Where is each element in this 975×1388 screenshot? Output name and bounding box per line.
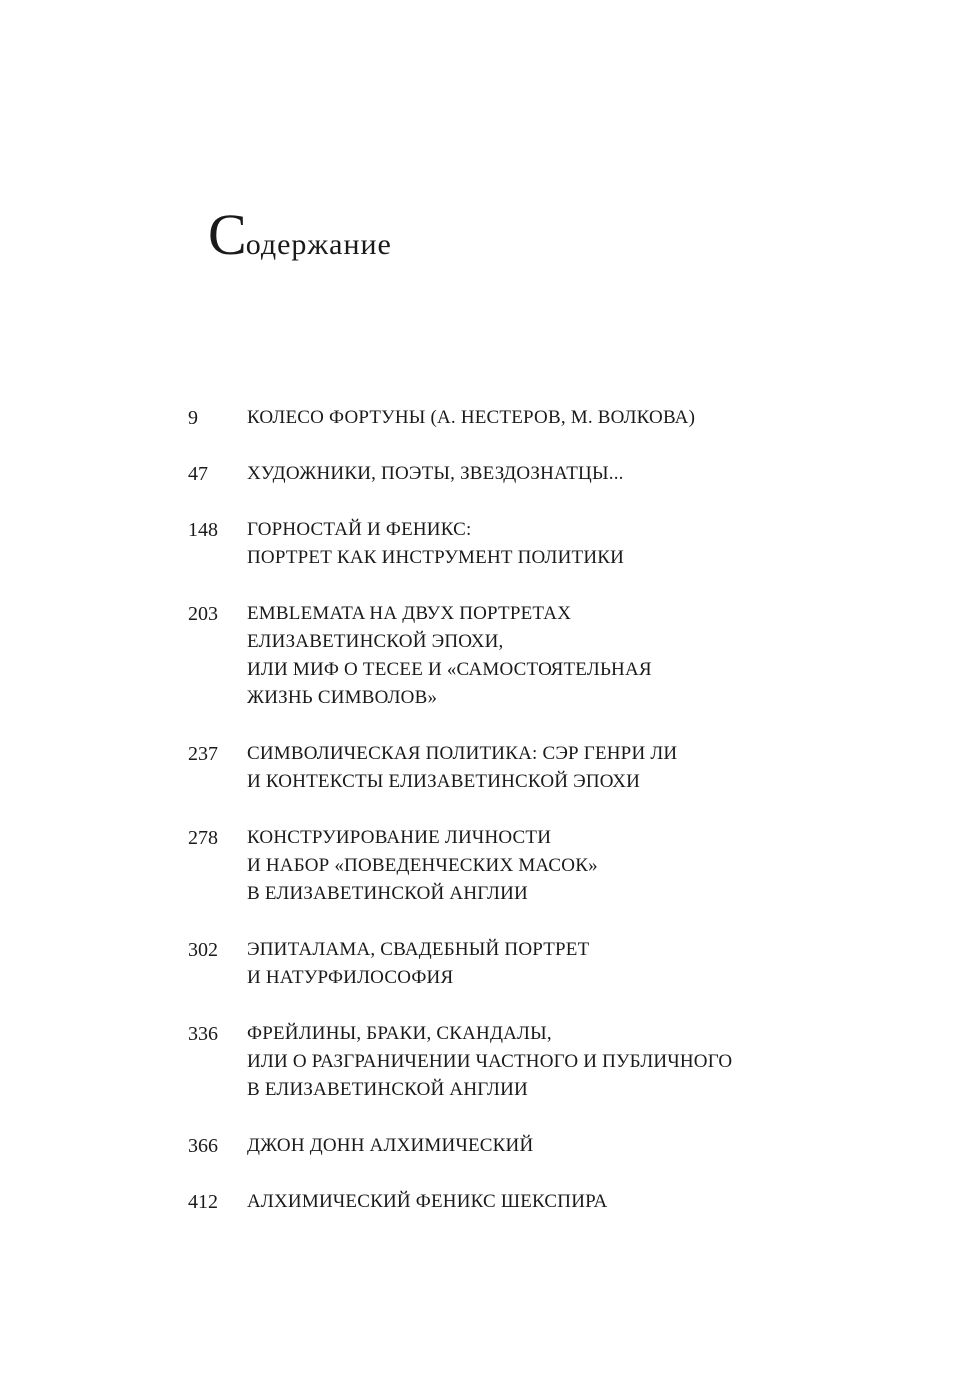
toc-entry-title: АЛХИМИЧЕСКИЙ ФЕНИКС ШЕКСПИРА xyxy=(247,1191,608,1212)
toc-entry-title: КОНСТРУИРОВАНИЕ ЛИЧНОСТИ xyxy=(247,827,552,848)
toc-entry-title: В ЕЛИЗАВЕТИНСКОЙ АНГЛИИ xyxy=(247,883,528,904)
toc-page-number: 302 xyxy=(188,939,218,961)
toc-page-number: 9 xyxy=(188,407,198,429)
toc-page-number: 278 xyxy=(188,827,218,849)
toc-entry-title: В ЕЛИЗАВЕТИНСКОЙ АНГЛИИ xyxy=(247,1079,528,1100)
toc-entry[interactable] xyxy=(188,1020,788,1104)
toc-entry-title: И НАТУРФИЛОСОФИЯ xyxy=(247,967,454,988)
toc-entry[interactable] xyxy=(188,404,788,432)
toc-page-number: 203 xyxy=(188,603,218,625)
toc-entry-title: ГОРНОСТАЙ И ФЕНИКС: xyxy=(247,519,472,540)
toc-entry-title: И КОНТЕКСТЫ ЕЛИЗАВЕТИНСКОЙ ЭПОХИ xyxy=(247,771,641,792)
toc-page-number: 366 xyxy=(188,1135,218,1157)
toc-entry-title: ДЖОН ДОНН АЛХИМИЧЕСКИЙ xyxy=(247,1135,534,1156)
toc-entry[interactable] xyxy=(188,824,788,908)
toc-entry-title: ПОРТРЕТ КАК ИНСТРУМЕНТ ПОЛИТИКИ xyxy=(247,547,625,568)
toc-entry-title: ФРЕЙЛИНЫ, БРАКИ, СКАНДАЛЫ, xyxy=(247,1023,552,1044)
toc-page-number: 47 xyxy=(188,463,208,485)
toc-entry-title: ИЛИ МИФ О ТЕСЕЕ И «САМОСТОЯТЕЛЬНАЯ xyxy=(247,659,652,680)
toc-entry-title: EMBLEMATA НА ДВУХ ПОРТРЕТАХ xyxy=(247,603,572,624)
toc-entry-title: КОЛЕСО ФОРТУНЫ (А. НЕСТЕРОВ, М. ВОЛКОВА) xyxy=(247,407,696,428)
title-rest: одержание xyxy=(245,228,392,261)
toc-entry[interactable] xyxy=(188,936,788,992)
toc-entry-title: ЭПИТАЛАМА, СВАДЕБНЫЙ ПОРТРЕТ xyxy=(247,939,590,960)
toc-entry[interactable] xyxy=(188,516,788,572)
toc-page-number: 237 xyxy=(188,743,218,765)
page-title xyxy=(208,202,392,267)
toc-entry[interactable] xyxy=(188,1188,788,1216)
toc-entry[interactable] xyxy=(188,1132,788,1160)
toc-entry-title: СИМВОЛИЧЕСКАЯ ПОЛИТИКА: СЭР ГЕНРИ ЛИ xyxy=(247,743,678,764)
toc-entry-title: ИЛИ О РАЗГРАНИЧЕНИИ ЧАСТНОГО И ПУБЛИЧНОГО xyxy=(247,1051,733,1072)
table-of-contents xyxy=(188,404,788,1244)
toc-entry[interactable] xyxy=(188,600,788,712)
toc-entry-title: ЕЛИЗАВЕТИНСКОЙ ЭПОХИ, xyxy=(247,631,504,652)
title-initial: С xyxy=(208,202,248,267)
toc-page-number: 412 xyxy=(188,1191,218,1213)
toc-entry[interactable] xyxy=(188,740,788,796)
toc-entry[interactable] xyxy=(188,460,788,488)
toc-entry-title: ЖИЗНЬ СИМВОЛОВ» xyxy=(247,687,438,708)
toc-entry-title: ХУДОЖНИКИ, ПОЭТЫ, ЗВЕЗДОЗНАТЦЫ... xyxy=(247,463,624,484)
toc-page-number: 148 xyxy=(188,519,218,541)
toc-entry-title: И НАБОР «ПОВЕДЕНЧЕСКИХ МАСОК» xyxy=(247,855,598,876)
toc-page-number: 336 xyxy=(188,1023,218,1045)
